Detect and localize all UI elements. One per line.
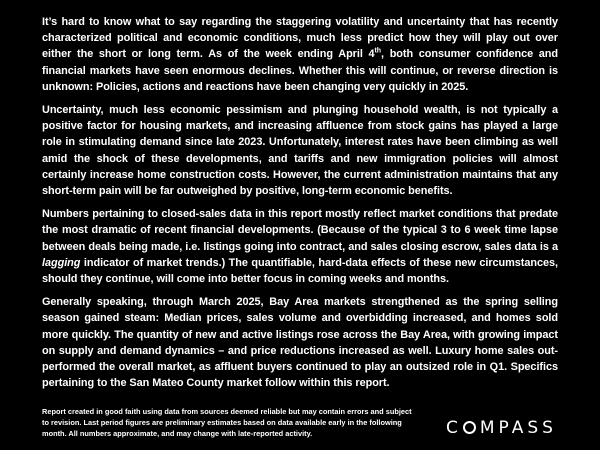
paragraph-3-text-a: Numbers pertaining to closed-sales data in this report mostly reflect market conditions that predate the most dramatic of recent financial developments. (Because of the typical 3 to 6 week time lapse between deals being made, i.e. listings going into contract, and sales closing escrow, sales data is a	[42, 208, 558, 253]
logo-o-circle-icon	[463, 421, 476, 434]
compass-logo	[446, 418, 557, 438]
paragraph-bay-area-markets: Generally speaking, through March 2025, Bay Area markets strengthened as the spring selling season gained steam: Median prices, sales volume and overbidding increased, and homes sold more quickly. The quantity of new and active listings rose across the Bay Area, with growing impact on supply and demand dynamics – and price reductions increased as well. Luxury home sales out-performed the overall market, as affluent buyers continued to play an outsized role in Q1. Specifics pertaining to the San Mateo County market follow within this report.	[42, 296, 558, 390]
logo-letter-c: C	[446, 418, 462, 438]
paragraph-1-text-b: , both consumer confidence and financial markets have seen enormous declines. Whether this will continue, or reverse direction is unknown: Policies, actions and reactions have been changing very quickly in 2025.	[42, 48, 558, 93]
paragraph-3-text-b: indicator of market trends.) The quantifiable, hard-data effects of these new circumstances, should they continue, will come into better focus in coming weeks and months.	[42, 256, 558, 286]
disclaimer-text: Report created in good faith using data from sources deemed reliable but may contain errors and subject to revision. Last period figures are preliminary estimates based on data available early in the following month. All numbers approximate, and may change with late-reported activity.	[42, 407, 412, 438]
paragraph-3-emphasis: lagging	[42, 256, 81, 269]
paragraph-housing-uncertainty: Uncertainty, much less economic pessimism and plunging household wealth, is not typically a positive factor for housing markets, and increasing affluence from stock gains has played a large role in stimulating demand since late 2023. Unfortunately, interest rates have been climbing as well amid the shock of these developments, and tariffs and new immigration policies will almost certainly increase home construction costs. However, the current administration maintains that any short-term pain will be far outweighed by positive, long-term economic benefits.	[42, 104, 558, 198]
report-body	[42, 14, 558, 398]
paragraph-1-text-a: It’s hard to know what to say regarding the staggering volatility and uncertainty that has recently characterized political and economic conditions, much less predict how they will play out over either the short or long term. As of the week ending April 4	[42, 16, 558, 61]
paragraph-market-volatility	[42, 14, 558, 95]
logo-letters-mpass: MPASS	[479, 418, 557, 438]
paragraph-1-superscript: th	[374, 47, 382, 55]
paragraph-closed-sales-data	[42, 206, 558, 287]
footer-disclaimer	[42, 406, 412, 439]
